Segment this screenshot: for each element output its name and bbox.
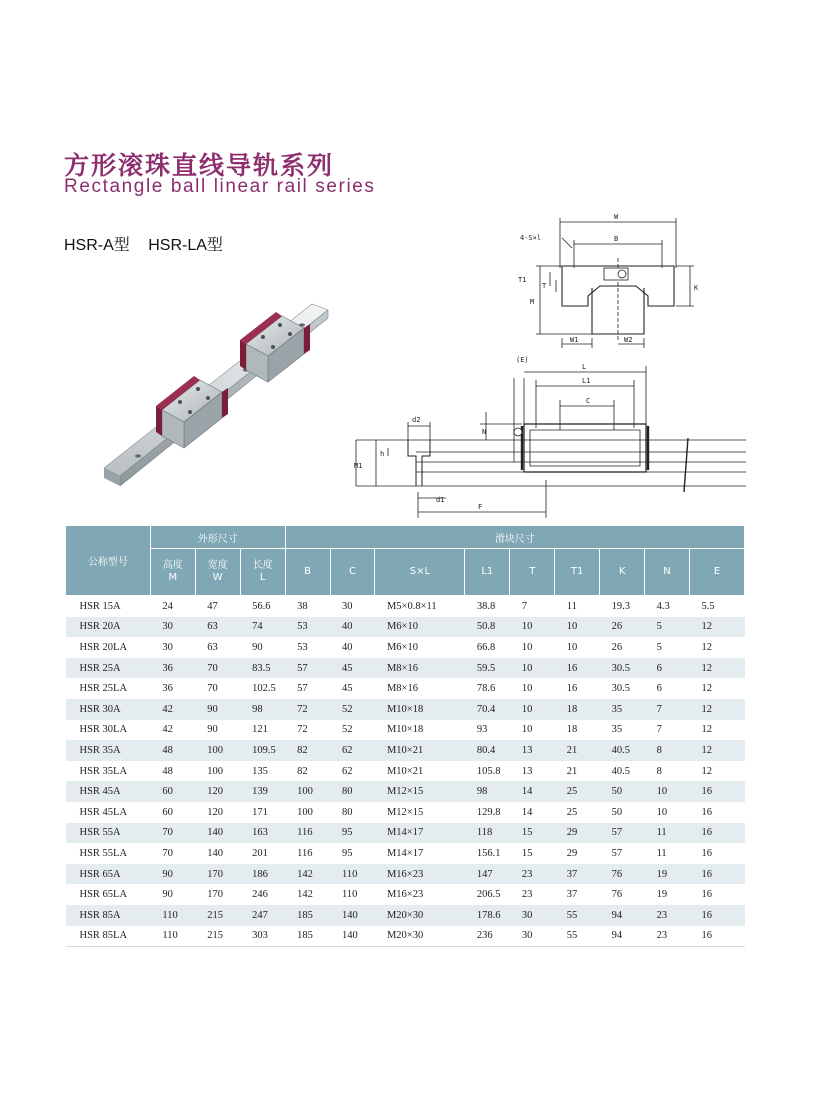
table-cell: 5 [645, 637, 690, 658]
table-row [66, 658, 745, 679]
table-row [66, 596, 745, 617]
table-cell: 70 [195, 678, 240, 699]
dim-m-label: M [530, 298, 535, 306]
model-label-a: HSR-A型 [64, 237, 130, 254]
table-cell: 100 [195, 740, 240, 761]
table-cell: 72 [285, 720, 330, 741]
table-cell: 57 [285, 678, 330, 699]
table-cell: M6×10 [375, 617, 465, 638]
table-cell: 30.5 [600, 658, 645, 679]
table-cell: 140 [330, 905, 375, 926]
table-cell: 135 [240, 761, 285, 782]
table-cell: 10 [645, 781, 690, 802]
table-row [66, 699, 745, 720]
page-title-cn: 方形滚珠直线导轨系列 [64, 151, 335, 180]
table-cell: 156.1 [465, 843, 510, 864]
table-cell: 12 [689, 658, 744, 679]
table-cell: 185 [285, 905, 330, 926]
dim-m1-label: M1 [354, 462, 363, 470]
table-cell: 36 [150, 678, 195, 699]
table-cell: 78.6 [465, 678, 510, 699]
table-cell: 6 [645, 658, 690, 679]
table-row [66, 781, 745, 802]
table-cell: 74 [240, 617, 285, 638]
table-cell: 170 [195, 864, 240, 885]
table-cell-model: HSR 30A [66, 699, 151, 720]
dim-k-label: K [694, 284, 699, 292]
table-cell: 10 [510, 637, 555, 658]
header-model: 公称型号 [66, 526, 151, 596]
table-cell: 16 [555, 658, 600, 679]
table-cell: M14×17 [375, 843, 465, 864]
table-cell: 120 [195, 802, 240, 823]
table-cell: 19 [645, 864, 690, 885]
table-cell-model: HSR 25LA [66, 678, 151, 699]
dim-w1-label: W1 [570, 336, 579, 344]
dim-n-label: N [482, 428, 487, 436]
table-cell: 10 [510, 658, 555, 679]
table-cell: 55 [555, 926, 600, 947]
header-block-col: T [510, 549, 555, 596]
dim-b-label: B [614, 235, 619, 243]
table-row [66, 905, 745, 926]
linear-rail-illustration [96, 296, 336, 492]
table-cell: 83.5 [240, 658, 285, 679]
table-cell: 30.5 [600, 678, 645, 699]
table-row [66, 843, 745, 864]
table-row [66, 678, 745, 699]
table-cell: 21 [555, 740, 600, 761]
header-outer-col-symbol: L [259, 572, 266, 583]
table-cell: 57 [600, 823, 645, 844]
table-cell: 35 [600, 720, 645, 741]
table-cell: 40 [330, 637, 375, 658]
table-cell-model: HSR 85A [66, 905, 151, 926]
header-block-col: L1 [465, 549, 510, 596]
table-cell: 98 [240, 699, 285, 720]
table-cell: 303 [240, 926, 285, 947]
table-cell: 110 [330, 884, 375, 905]
table-cell: 53 [285, 617, 330, 638]
table-cell: M16×23 [375, 884, 465, 905]
table-cell-model: HSR 20A [66, 617, 151, 638]
table-cell: 90 [195, 699, 240, 720]
table-row [66, 926, 745, 947]
header-block-col: K [600, 549, 645, 596]
table-cell-model: HSR 85LA [66, 926, 151, 947]
table-cell: 95 [330, 823, 375, 844]
table-cell: 236 [465, 926, 510, 947]
table-row [66, 864, 745, 885]
table-cell: 100 [285, 781, 330, 802]
table-cell: 45 [330, 658, 375, 679]
table-cell: 11 [555, 596, 600, 617]
table-cell: 76 [600, 864, 645, 885]
dim-d1-label: d1 [436, 496, 445, 504]
table-cell: 90 [150, 884, 195, 905]
table-cell: 5 [645, 617, 690, 638]
table-cell: 12 [689, 720, 744, 741]
table-cell: 38 [285, 596, 330, 617]
table-cell: 37 [555, 884, 600, 905]
table-cell: 16 [689, 823, 744, 844]
side-view-drawing [346, 352, 746, 522]
table-cell: 95 [330, 843, 375, 864]
table-cell: 12 [689, 761, 744, 782]
header-block-col: S×L [375, 549, 465, 596]
table-cell-model: HSR 25A [66, 658, 151, 679]
table-cell: 5.5 [689, 596, 744, 617]
table-cell: 140 [330, 926, 375, 947]
header-block-col: T1 [555, 549, 600, 596]
dim-e-label: (E) [516, 356, 529, 364]
spec-table [65, 525, 745, 947]
table-cell: 48 [150, 740, 195, 761]
table-cell: 16 [689, 864, 744, 885]
table-cell: M10×18 [375, 720, 465, 741]
header-block-col: E [689, 549, 744, 596]
table-cell: 140 [195, 823, 240, 844]
table-cell-model: HSR 55A [66, 823, 151, 844]
dim-w-label: W [614, 213, 619, 221]
table-cell: 30 [510, 926, 555, 947]
table-cell: 82 [285, 740, 330, 761]
header-outer-col [240, 549, 285, 596]
table-cell: 10 [510, 720, 555, 741]
table-cell: 48 [150, 761, 195, 782]
table-cell-model: HSR 30LA [66, 720, 151, 741]
table-cell: 15 [510, 823, 555, 844]
header-outer-col-cn: 高度 [162, 560, 183, 571]
table-cell: 12 [689, 678, 744, 699]
table-cell: 98 [465, 781, 510, 802]
table-cell: 50.8 [465, 617, 510, 638]
table-cell: 42 [150, 720, 195, 741]
table-cell: 10 [555, 637, 600, 658]
dim-f-label: F [478, 503, 483, 511]
table-cell: 82 [285, 761, 330, 782]
table-cell: 246 [240, 884, 285, 905]
dim-t-label: T [542, 282, 547, 290]
table-cell: 76 [600, 884, 645, 905]
table-cell: 13 [510, 761, 555, 782]
table-cell: 53 [285, 637, 330, 658]
table-cell: 116 [285, 823, 330, 844]
table-cell: M8×16 [375, 658, 465, 679]
table-cell: 100 [195, 761, 240, 782]
table-cell: 63 [195, 617, 240, 638]
dim-w2-label: W2 [624, 336, 633, 344]
dim-h-label: h [380, 450, 385, 458]
table-cell: 186 [240, 864, 285, 885]
table-cell: 102.5 [240, 678, 285, 699]
table-cell: M10×21 [375, 761, 465, 782]
table-cell: 201 [240, 843, 285, 864]
table-cell-model: HSR 65LA [66, 884, 151, 905]
table-cell: 147 [465, 864, 510, 885]
table-cell: 16 [555, 678, 600, 699]
table-cell: 139 [240, 781, 285, 802]
header-block-col: C [330, 549, 375, 596]
table-cell: 23 [645, 926, 690, 947]
table-cell: 80.4 [465, 740, 510, 761]
table-cell: 120 [195, 781, 240, 802]
table-cell: M5×0.8×11 [375, 596, 465, 617]
table-cell: 215 [195, 905, 240, 926]
table-cell: 37 [555, 864, 600, 885]
header-block-dimensions: 滑块尺寸 [285, 526, 744, 549]
table-cell: 23 [510, 864, 555, 885]
table-cell-model: HSR 15A [66, 596, 151, 617]
dim-l1-label: L1 [582, 377, 591, 385]
table-cell: 25 [555, 802, 600, 823]
table-row [66, 617, 745, 638]
table-cell: 40.5 [600, 761, 645, 782]
table-cell: 12 [689, 637, 744, 658]
table-cell: 100 [285, 802, 330, 823]
table-cell: 163 [240, 823, 285, 844]
table-cell: 11 [645, 843, 690, 864]
table-cell: 178.6 [465, 905, 510, 926]
table-row [66, 823, 745, 844]
table-cell: 16 [689, 926, 744, 947]
table-cell: 52 [330, 699, 375, 720]
table-cell: 10 [555, 617, 600, 638]
table-cell: 13 [510, 740, 555, 761]
table-cell: 142 [285, 864, 330, 885]
table-cell: 50 [600, 781, 645, 802]
table-cell: 121 [240, 720, 285, 741]
table-cell: 21 [555, 761, 600, 782]
table-cell: 60 [150, 802, 195, 823]
table-cell: 57 [600, 843, 645, 864]
header-block-col: N [645, 549, 690, 596]
table-cell: 50 [600, 802, 645, 823]
dim-t1-label: T1 [518, 276, 527, 284]
table-cell: 56.6 [240, 596, 285, 617]
table-cell: 70 [150, 843, 195, 864]
table-cell: 25 [555, 781, 600, 802]
table-cell: 94 [600, 905, 645, 926]
table-row [66, 884, 745, 905]
table-cell: 8 [645, 740, 690, 761]
table-cell: 30 [150, 617, 195, 638]
table-cell: 57 [285, 658, 330, 679]
table-cell: 52 [330, 720, 375, 741]
table-cell: 24 [150, 596, 195, 617]
table-cell: 55 [555, 905, 600, 926]
table-cell: 110 [150, 926, 195, 947]
table-cell: 23 [645, 905, 690, 926]
table-cell: 16 [689, 905, 744, 926]
table-cell: 206.5 [465, 884, 510, 905]
table-cell: 23 [510, 884, 555, 905]
table-cell: 7 [645, 699, 690, 720]
table-cell: 36 [150, 658, 195, 679]
table-cell: 62 [330, 761, 375, 782]
table-cell: 19 [645, 884, 690, 905]
table-cell: 10 [510, 699, 555, 720]
table-row [66, 761, 745, 782]
table-cell: 16 [689, 884, 744, 905]
table-cell: 59.5 [465, 658, 510, 679]
table-cell-model: HSR 45A [66, 781, 151, 802]
dim-sxl-label: 4-S×l [520, 234, 542, 242]
table-cell: M12×15 [375, 781, 465, 802]
table-cell: M20×30 [375, 926, 465, 947]
table-cell: 18 [555, 720, 600, 741]
table-cell: 170 [195, 884, 240, 905]
table-cell: 80 [330, 802, 375, 823]
table-cell: 12 [689, 617, 744, 638]
table-cell: 140 [195, 843, 240, 864]
table-cell: 90 [195, 720, 240, 741]
table-cell: M8×16 [375, 678, 465, 699]
table-cell: 45 [330, 678, 375, 699]
table-cell: 70 [195, 658, 240, 679]
table-cell: 30 [510, 905, 555, 926]
table-cell: 62 [330, 740, 375, 761]
table-cell-model: HSR 20LA [66, 637, 151, 658]
table-row [66, 720, 745, 741]
header-block-col: B [285, 549, 330, 596]
table-cell: 80 [330, 781, 375, 802]
table-cell: 10 [510, 617, 555, 638]
table-cell: 129.8 [465, 802, 510, 823]
table-cell: 42 [150, 699, 195, 720]
table-cell: 94 [600, 926, 645, 947]
table-cell: 109.5 [240, 740, 285, 761]
table-cell: 7 [510, 596, 555, 617]
table-cell: 110 [150, 905, 195, 926]
table-cell: 66.8 [465, 637, 510, 658]
table-cell-model: HSR 35A [66, 740, 151, 761]
table-cell: 18 [555, 699, 600, 720]
table-cell-model: HSR 55LA [66, 843, 151, 864]
table-cell: 16 [689, 781, 744, 802]
table-cell: 63 [195, 637, 240, 658]
table-cell: 171 [240, 802, 285, 823]
table-row [66, 740, 745, 761]
table-cell: 118 [465, 823, 510, 844]
dim-d2-label: d2 [412, 416, 421, 424]
table-cell: M20×30 [375, 905, 465, 926]
table-cell: 16 [689, 802, 744, 823]
table-cell: M14×17 [375, 823, 465, 844]
table-cell: 47 [195, 596, 240, 617]
header-outer-col [195, 549, 240, 596]
table-cell: 30 [330, 596, 375, 617]
table-cell: 7 [645, 720, 690, 741]
header-outer-dimensions: 外形尺寸 [150, 526, 285, 549]
table-cell: 16 [689, 843, 744, 864]
table-cell: M10×21 [375, 740, 465, 761]
table-cell: 12 [689, 699, 744, 720]
table-cell: 35 [600, 699, 645, 720]
table-cell-model: HSR 45LA [66, 802, 151, 823]
dim-l-label: L [582, 363, 587, 371]
table-cell: 12 [689, 740, 744, 761]
table-cell: 38.8 [465, 596, 510, 617]
page-title-en: Rectangle ball linear rail series [64, 176, 376, 197]
table-cell-model: HSR 65A [66, 864, 151, 885]
table-row [66, 802, 745, 823]
table-cell: 30 [150, 637, 195, 658]
header-outer-col-cn: 长度 [252, 560, 273, 571]
table-cell: 10 [510, 678, 555, 699]
table-cell: 26 [600, 617, 645, 638]
table-cell: 19.3 [600, 596, 645, 617]
table-cell: 90 [150, 864, 195, 885]
table-cell: M6×10 [375, 637, 465, 658]
table-cell: 8 [645, 761, 690, 782]
header-outer-col [150, 549, 195, 596]
table-cell: 26 [600, 637, 645, 658]
table-cell: 110 [330, 864, 375, 885]
table-cell: 142 [285, 884, 330, 905]
table-cell: 29 [555, 843, 600, 864]
table-cell: M12×15 [375, 802, 465, 823]
table-cell: 11 [645, 823, 690, 844]
table-cell: 40 [330, 617, 375, 638]
dim-c-label: C [586, 397, 591, 405]
table-cell: 116 [285, 843, 330, 864]
header-outer-col-symbol: M [168, 572, 178, 583]
table-cell: 40.5 [600, 740, 645, 761]
table-cell: 90 [240, 637, 285, 658]
front-view-drawing [500, 208, 710, 358]
table-cell: 105.8 [465, 761, 510, 782]
table-row [66, 637, 745, 658]
table-cell: 72 [285, 699, 330, 720]
table-cell: 93 [465, 720, 510, 741]
model-labels [64, 232, 223, 255]
table-cell: M16×23 [375, 864, 465, 885]
table-cell: 70 [150, 823, 195, 844]
table-cell: 10 [645, 802, 690, 823]
table-cell: 60 [150, 781, 195, 802]
table-cell: 185 [285, 926, 330, 947]
table-cell: 215 [195, 926, 240, 947]
model-label-la: HSR-LA型 [148, 237, 223, 254]
table-cell: 70.4 [465, 699, 510, 720]
table-cell: 4.3 [645, 596, 690, 617]
table-cell: 29 [555, 823, 600, 844]
table-cell-model: HSR 35LA [66, 761, 151, 782]
table-cell: 14 [510, 802, 555, 823]
table-cell: 15 [510, 843, 555, 864]
table-cell: 14 [510, 781, 555, 802]
table-cell: 247 [240, 905, 285, 926]
table-cell: 6 [645, 678, 690, 699]
header-outer-col-cn: 宽度 [207, 560, 228, 571]
table-cell: M10×18 [375, 699, 465, 720]
header-outer-col-symbol: W [212, 572, 223, 583]
